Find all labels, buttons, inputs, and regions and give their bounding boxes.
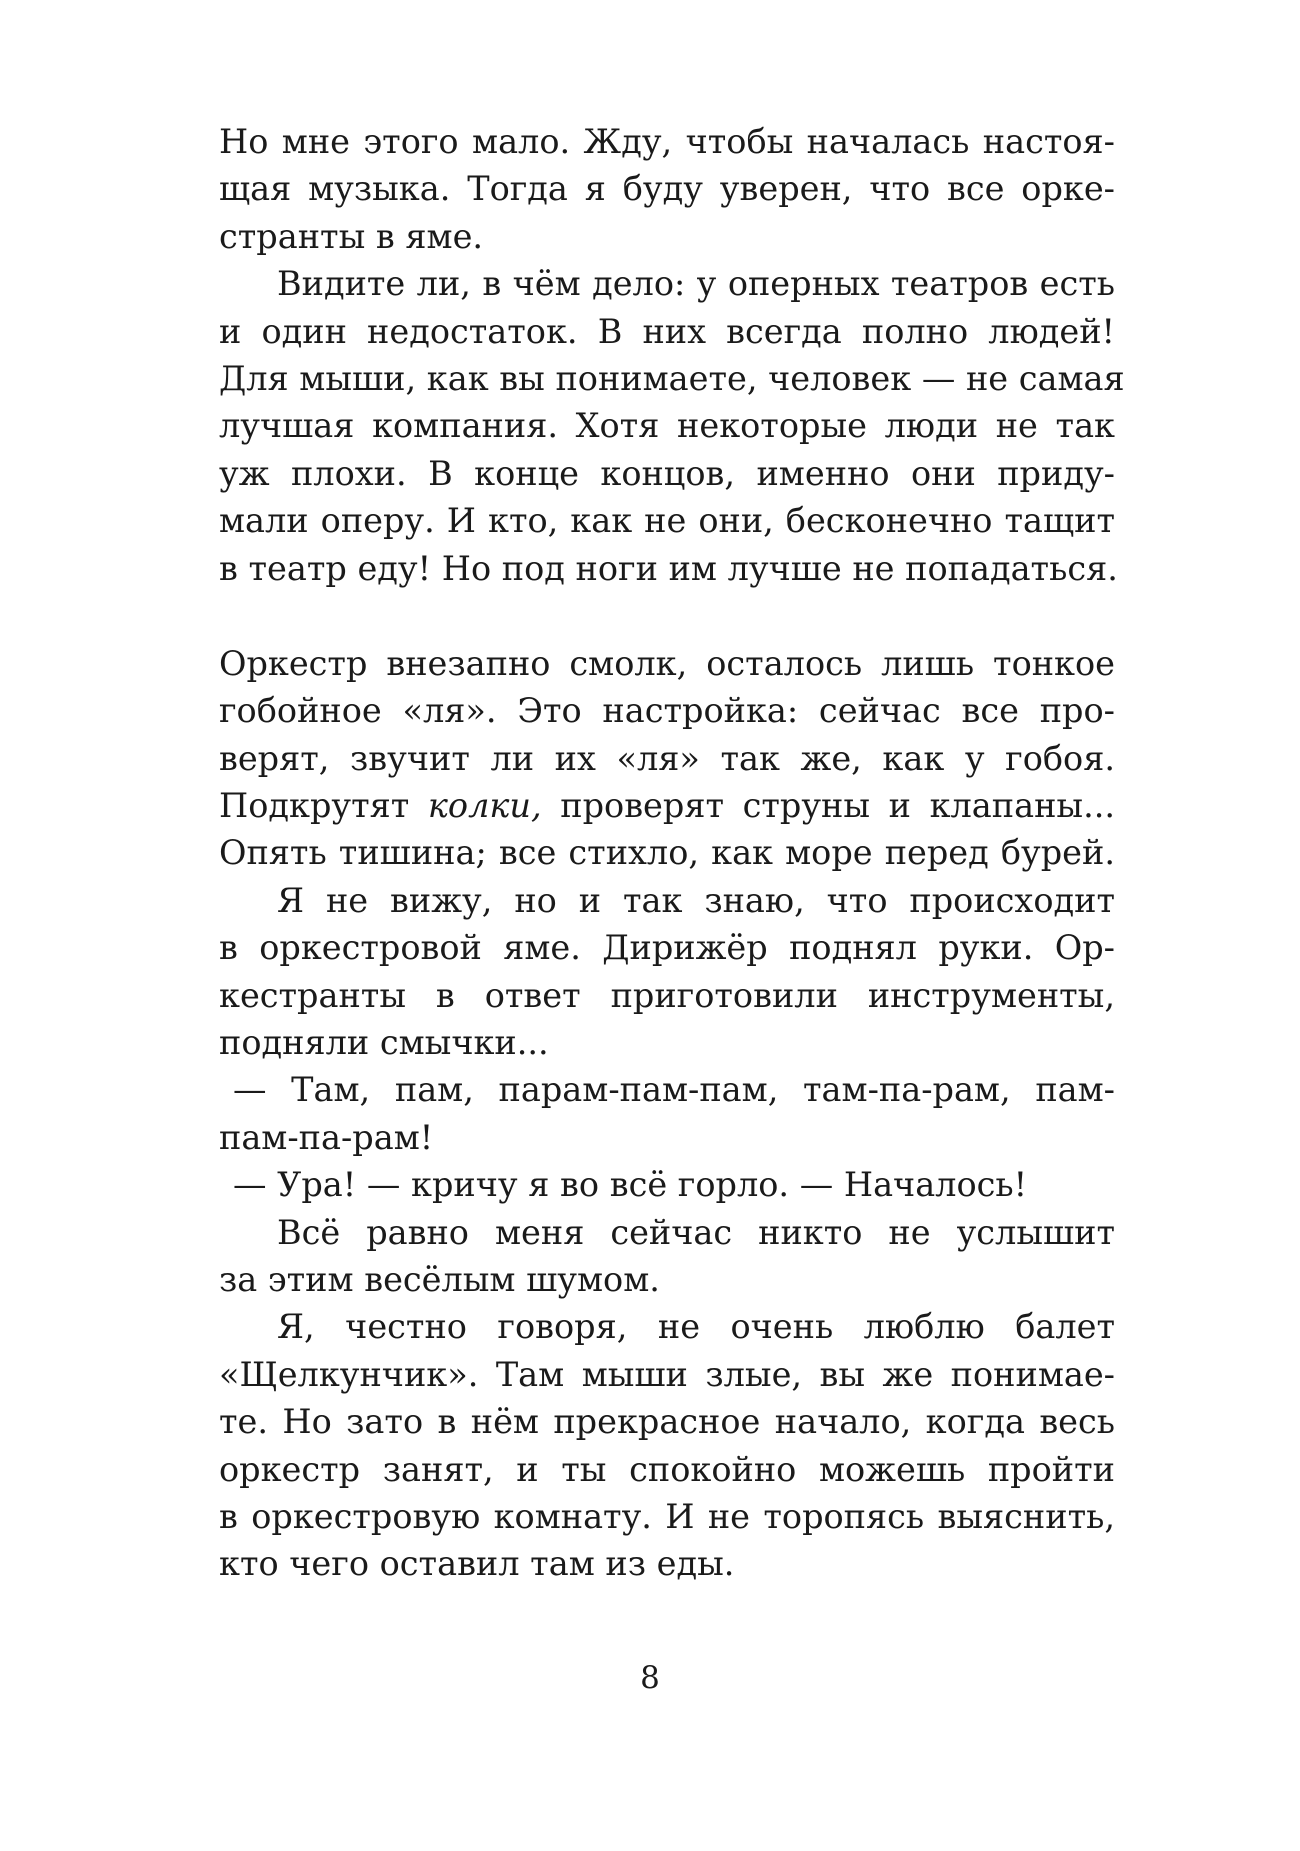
section-break (219, 592, 1115, 640)
italic-term: колки, (427, 786, 542, 826)
text-line: Я, честно говоря, не очень люблю балет (277, 1307, 1115, 1347)
text-line: гобойное «ля». Это настройка: сейчас все про- (219, 691, 1115, 731)
text-line: в оркестровой яме. Дирижёр поднял руки. Ор- (219, 928, 1115, 968)
text-line: верят, звучит ли их «ля» так же, как у гобоя. (219, 738, 1115, 778)
text-line: Я не вижу, но и так знаю, что происходит (277, 880, 1115, 920)
text-line: Всё равно меня сейчас никто не услышит (277, 1212, 1115, 1252)
text-line: подняли смычки... (219, 1023, 549, 1063)
text-line: Но мне этого мало. Жду, чтобы началась настоя- (219, 122, 1115, 161)
dialogue-line: — Ура! — кричу я во всё горло. — Началось! (233, 1165, 1028, 1205)
text-line: Для мыши, как вы понимаете, человек — не самая (219, 358, 1125, 398)
text-line: Оркестр внезапно смолк, осталось лишь тонкое (219, 643, 1115, 683)
text-line: оркестр занят, и ты спокойно можешь пройти (219, 1449, 1115, 1489)
text-line: в театр еду! Но под ноги им лучше не попадаться. (219, 548, 1118, 588)
text-line: Видите ли, в чём дело: у оперных театров есть (277, 264, 1115, 304)
body-text (219, 118, 1125, 1588)
dialogue-line: — Там, пам, парам-пам-пам, там-па-рам, пам- (233, 1070, 1115, 1110)
text-line (219, 782, 1115, 829)
text-line: лучшая компания. Хотя некоторые люди не так (219, 406, 1115, 446)
text-line: те. Но зато в нём прекрасное начало, когда весь (219, 1402, 1115, 1442)
page-number: 8 (640, 1660, 660, 1696)
text-segment: проверят струны и клапаны... (541, 786, 1116, 826)
text-line: уж плохи. В конце концов, именно они приду- (219, 453, 1115, 493)
text-line: в оркестровую комнату. И не торопясь выяснить, (219, 1496, 1115, 1536)
text-line: «Щелкунчик». Там мыши злые, вы же понимае- (219, 1354, 1115, 1394)
text-segment: Подкрутят (219, 786, 428, 826)
text-line: щая музыка. Тогда я буду уверен, что все орке- (219, 169, 1115, 209)
text-line: Опять тишина; все стихло, как море перед бурей. (219, 833, 1115, 873)
text-line: мали оперу. И кто, как не они, бесконечно тащит (219, 501, 1115, 541)
text-line: кестранты в ответ приготовили инструменты, (219, 975, 1115, 1015)
text-line: кто чего оставил там из еды. (219, 1544, 735, 1584)
text-line: пам-па-рам! (219, 1117, 434, 1157)
text-line: и один недостаток. В них всегда полно людей! (219, 311, 1115, 351)
text-line: странты в яме. (219, 216, 484, 256)
text-line: за этим весёлым шумом. (219, 1259, 660, 1299)
